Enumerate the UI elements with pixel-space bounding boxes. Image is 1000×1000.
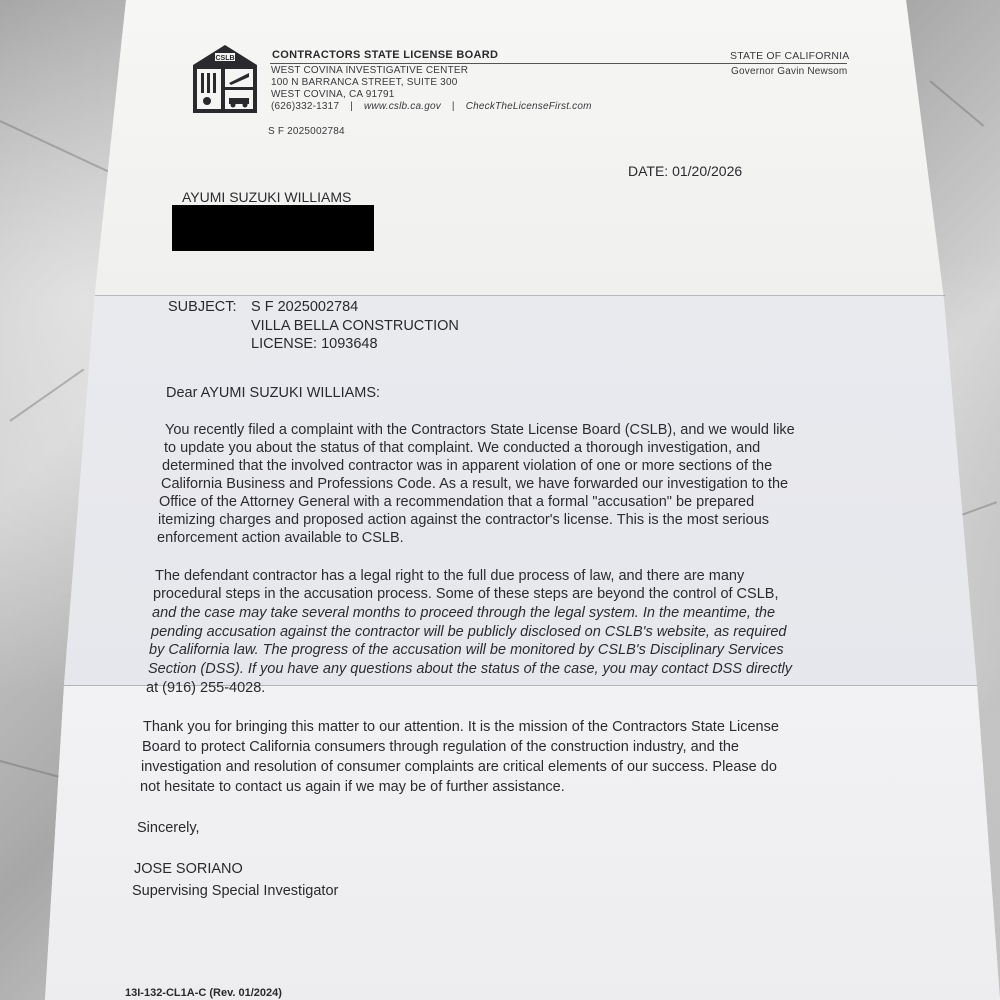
street-address: 100 N BARRANCA STREET, SUITE 300 xyxy=(271,77,458,88)
paragraph-line: Office of the Attorney General with a recommendation that a formal "accusation" be prepared xyxy=(159,494,755,510)
paragraph-line: You recently filed a complaint with the Contractors State License Board (CSLB), and we would like xyxy=(165,422,795,438)
paragraph-line: California Business and Professions Code. As a result, we have forwarded our investigation to the xyxy=(161,476,789,492)
subject-contractor: VILLA BELLA CONSTRUCTION xyxy=(251,318,459,334)
office-name: WEST COVINA INVESTIGATIVE CENTER xyxy=(271,65,469,76)
paragraph-line: itemizing charges and proposed action against the contractor's license. This is the most serious xyxy=(158,512,770,528)
recipient-name: AYUMI SUZUKI WILLIAMS xyxy=(182,189,352,205)
separator: | xyxy=(451,101,455,112)
paragraph-line: Board to protect California consumers through regulation of the construction industry, and the xyxy=(142,739,739,755)
subject-label: SUBJECT: xyxy=(168,299,237,315)
closing: Sincerely, xyxy=(137,820,200,836)
letterhead-rule xyxy=(270,63,847,64)
paragraph-line: to update you about the status of that complaint. We conducted a thorough investigation, and xyxy=(164,440,761,456)
paragraph-line: Section (DSS). If you have any questions about the status of the case, you may contact DSS directly xyxy=(148,661,792,677)
form-number: 13I-132-CL1A-C (Rev. 01/2024) xyxy=(125,987,282,999)
separator: | xyxy=(350,101,354,112)
paragraph-line: by California law. The progress of the accusation will be monitored by CSLB's Disciplinary Services xyxy=(149,642,784,658)
website-link: www.cslb.ca.gov xyxy=(364,101,441,112)
letter-date: DATE: 01/20/2026 xyxy=(628,163,743,179)
slogan-link: CheckTheLicenseFirst.com xyxy=(465,101,592,112)
signer-name: JOSE SORIANO xyxy=(134,861,243,877)
city-address: WEST COVINA, CA 91791 xyxy=(271,89,395,100)
salutation: Dear AYUMI SUZUKI WILLIAMS: xyxy=(166,385,381,401)
paragraph-line: Thank you for bringing this matter to our attention. It is the mission of the Contractors State License xyxy=(143,719,779,735)
signer-title: Supervising Special Investigator xyxy=(132,883,339,899)
phone-number: (626)332-1317 xyxy=(271,101,340,112)
agency-name: CONTRACTORS STATE LICENSE BOARD xyxy=(272,49,499,61)
redaction-block xyxy=(172,205,374,251)
governor-name: Governor Gavin Newsom xyxy=(731,66,848,77)
logo-text: CSLB xyxy=(215,55,235,62)
subject-license: LICENSE: 1093648 xyxy=(251,336,378,352)
file-reference: S F 2025002784 xyxy=(268,126,345,137)
paragraph-line: The defendant contractor has a legal right to the full due process of law, and there are many xyxy=(155,568,745,584)
paragraph-line: not hesitate to contact us again if we may be of further assistance. xyxy=(140,779,565,795)
paragraph-line: pending accusation against the contractor will be publicly disclosed on CSLB's website, as required xyxy=(151,624,787,640)
paragraph-line: determined that the involved contractor was in apparent violation of one or more sections of the xyxy=(162,458,773,474)
paragraph-line: and the case may take several months to proceed through the legal system. In the meantime, the xyxy=(152,605,776,621)
state-name: STATE OF CALIFORNIA xyxy=(730,50,850,62)
paragraph-line: at (916) 255-4028. xyxy=(146,680,266,696)
paragraph-line: procedural steps in the accusation process. Some of these steps are beyond the control of CSLB, xyxy=(153,586,779,602)
subject-file-number: S F 2025002784 xyxy=(251,299,359,315)
cslb-logo xyxy=(191,43,259,113)
paragraph-line: enforcement action available to CSLB. xyxy=(157,530,404,546)
paragraph-line: investigation and resolution of consumer complaints are critical elements of our success. Please do xyxy=(141,759,777,775)
phone-line xyxy=(271,101,592,112)
